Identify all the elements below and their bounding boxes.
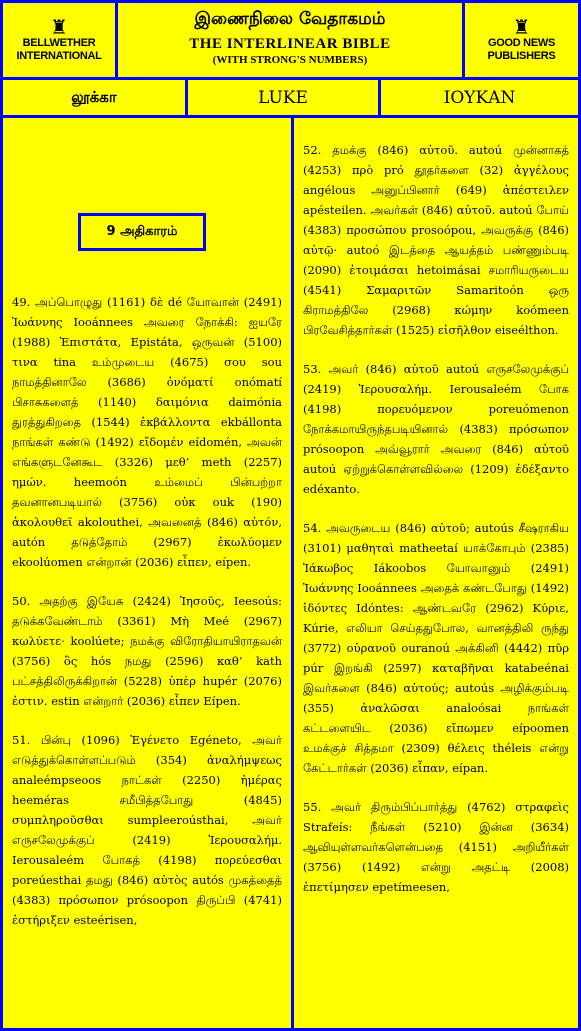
verse-49: 49. அப்பொழுது (1161) δὲ dé யோவான் (2491) Ἰωάννης Iooánnees அவரை நோக்கி: ஐயரே (1988) Ἐπιστάτα, Epistáta, ஒருவன் (5100) τινα tina உம்முடைய (4675) σου sou நாமத்தினாலே (3686) ὀνόματί onómatí பிசாசுகளைத் (1140) δαιμόνια daimónia துரத்துகிறதை (1544) ἐκβάλλοντα ekbállonta நாங்கள் கண்டு (1492) εἴδομέν eídomén, அவன் எங்களுடனேகூட (3326) μεθ’ meth (2257) ημών. heemoón உம்மைப் பின்பற்றா தவனானபடியால் (3756) οὐκ ouk (190) ἀκολουθεῖ akolouthei, அவனைத் (846) αὐτόν, autón தடுத்தோம் (2967) ἐκωλύομεν ekoolúomen என்றான் (2036) εἶπεν, eípen. [12,295,282,569]
logo-left-line-1: BELLWETHER [22,37,96,49]
book-name-tamil [0,77,188,118]
bellwether-logo-icon: ♜ [50,15,68,39]
title-subtitle: (WITH STRONG'S NUMBERS) [212,54,368,66]
title-block [115,0,465,80]
book-tamil-label: லூக்கா [71,87,117,106]
book-english-label: LUKE [258,87,308,108]
book-name-english [185,77,381,118]
logo-right-line-2: PUBLISHERS [487,50,556,62]
title-english: THE INTERLINEAR BIBLE [189,36,391,52]
right-column-text [294,118,578,897]
chapter-heading [78,213,206,251]
verse-52: 52. தமக்கு (846) αὐτοῦ. autoú முன்னாகத் (4253) πρὸ pró தூதர்களை (32) ἀγγέλους angélous அனுப்பினார் (649) ἀπέστειλεν apésteilen. அவர்கள் (846) αὐτοῦ. autoú போய் (4383) προσώπου prosoópou, அவருக்கு (846) αὐτῷ· autoó இடத்தை ஆயத்தம் பண்ணும்படி (2090) ἑτοιμάσαι hetoimásai சமாரியருடைய (4541) Σαμαριτῶν Samaritoón ஒரு கிராமத்திலே (2968) κώμην koómeen பிரவேசித்தார்கள் (1525) εἰσῆλθον eiseélthon. [303,143,569,337]
good-news-logo [462,0,581,80]
right-column [291,115,581,1031]
left-column [0,115,294,1031]
good-news-logo-icon: ♜ [512,15,531,39]
verse-54: 54. அவருடைய (846) αὐτοῦ; autoús சீஷராகிய (3101) μαθηταὶ matheetaí யாக்கோபும் (2385) Ἰάκωβος Iákoobos யோவானும் (2491) Ἰωάννης Iooánnees அதைக் கண்டபோது (1492) ἰδόντες Idóntes: ஆண்டவரே (2962) Κύριε, Kúrie, எலியா செய்ததுபோல, வானத்திலி ருந்து (3772) οὐρανοῦ ouranoú அக்கினி (4442) πῦρ púr இறங்கி (2597) καταβῆναι katabeénai இவர்களை (846) αὐτούς; autoús அழிக்கும்படி (355) ἀναλῶσαι analoósai நாங்கள் கட்டளையிட (2036) εἴπωμεν eípoomen உமக்குச் சித்தமா (2309) θέλεις théleis என்று கேட்டார்கள் (2036) εἶπαν, eípan. [303,521,569,775]
title-tamil: இணைநிலை வேதாகமம் [194,9,386,29]
chapter-label: 9 அதிகாரம் [106,224,178,239]
bellwether-logo [0,0,118,80]
logo-left-line-2: INTERNATIONAL [16,50,102,62]
book-name-greek [378,77,581,118]
logo-right-line-1: GOOD NEWS [488,37,555,49]
verse-50: 50. அதற்கு இயேசு (2424) Ἰησοῦς, Ieesoús: தடுக்கவேண்டாம் (3361) Μὴ Meé (2967) κωλύετε· koolúete; நமக்கு விரோதியாயிராதவன் (3756) ὃς hós நமது (2596) καθ’ kath பட்சத்திலிருக்கிறான் (5228) ὑπὲρ hupér (2076) ἐστιν. estin என்றார் (2036) εἶπεν Eípen. [12,594,282,708]
verse-53: 53. அவர் (846) αὐτοῦ autoú எருசலேமுக்குப் (2419) Ἰερουσαλήμ. Ierousaleém போக (4198) πορευόμενον poreuómenon நோக்கமாயிருந்தபடியினால் (4383) πρόσωπον prósoopon அவ்வூரார் அவரை (846) αὐτοῦ autoú ஏற்றுக்கொள்ளவில்லை (1209) ἐδέξαντο edéxanto. [303,362,569,496]
verse-51: 51. பின்பு (1096) Ἐγένετο Egéneto, அவர் எடுத்துக்கொள்ளப்படும் (354) ἀναλήμψεως analeémpseoos நாட்கள் (2250) ἡμέρας heeméras சமீபித்தபோது (4845) συμπληροῦσθαι sumpleeroústhai, அவர் எருசலேமுக்குப் (2419) Ἰερουσαλήμ. Ierousaleém போகத் (4198) πορεύεσθαι poreúesthai தமது (846) αὐτὸς autós முகத்தைத் (4383) πρόσωπον prósoopon திருப்பி (4741) ἐστήριξεν esteérisen, [12,733,282,927]
verse-55: 55. அவர் திரும்பிப்பார்த்து (4762) στραφεὶς Strafeís: நீங்கள் (5210) இன்ன (3634) ஆவியுள்ளவர்களென்பதை (4151) அறியீர்கள் (3756) (1492) என்று அதட்டி (2008) ἐπετίμησεν epetímeesen, [303,800,569,894]
book-greek-label: ΙΟΥΚΑΝ [443,87,516,108]
